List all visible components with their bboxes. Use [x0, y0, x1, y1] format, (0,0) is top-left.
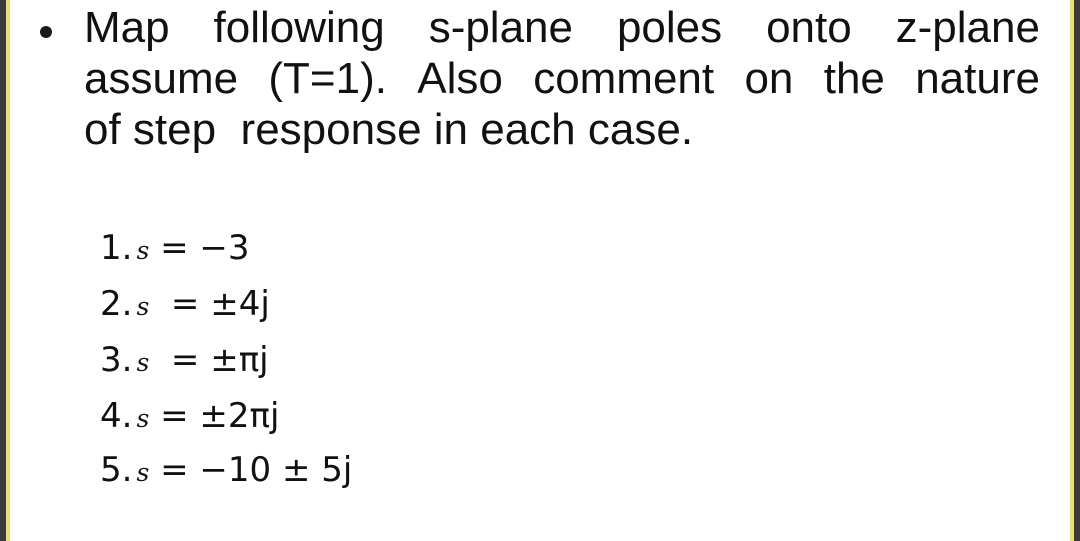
list-item — [100, 228, 250, 268]
list-item — [100, 284, 270, 324]
list-item — [100, 450, 352, 490]
list-item — [100, 396, 279, 436]
word: nature — [915, 54, 1040, 103]
word: onto — [766, 3, 852, 52]
word: comment — [533, 54, 715, 103]
item-expression: = −10 ± 5j — [149, 450, 353, 490]
word: on — [744, 54, 794, 103]
question-line-1 — [84, 2, 1040, 53]
word: s-plane — [428, 3, 573, 52]
item-expression: = ±2πj — [149, 396, 280, 436]
item-variable: s — [136, 458, 150, 487]
word: (T=1). — [268, 54, 387, 103]
item-number: 3. — [100, 340, 133, 380]
question-line-3: of step response in each case. — [84, 105, 694, 154]
word: Map — [84, 3, 170, 52]
item-variable: s — [136, 348, 150, 377]
word: assume — [84, 54, 239, 103]
question-line-2 — [84, 53, 1040, 104]
item-number: 2. — [100, 284, 133, 324]
word: the — [823, 54, 885, 103]
list-item — [100, 340, 269, 380]
left-accent-stripe — [6, 0, 10, 541]
word: z-plane — [895, 3, 1040, 52]
right-accent-stripe — [1070, 0, 1074, 541]
item-number: 5. — [100, 450, 133, 490]
word: poles — [616, 3, 723, 52]
item-variable: s — [136, 292, 150, 321]
bullet-icon — [40, 26, 52, 38]
item-number: 1. — [100, 228, 133, 268]
item-number: 4. — [100, 396, 133, 436]
item-variable: s — [136, 236, 150, 265]
item-expression: = ±4j — [149, 284, 270, 324]
item-variable: s — [136, 404, 150, 433]
item-expression: = ±πj — [149, 340, 269, 380]
question-text — [84, 2, 1040, 155]
word: following — [213, 3, 385, 52]
word: Also — [417, 54, 503, 103]
item-expression: = −3 — [149, 228, 250, 268]
